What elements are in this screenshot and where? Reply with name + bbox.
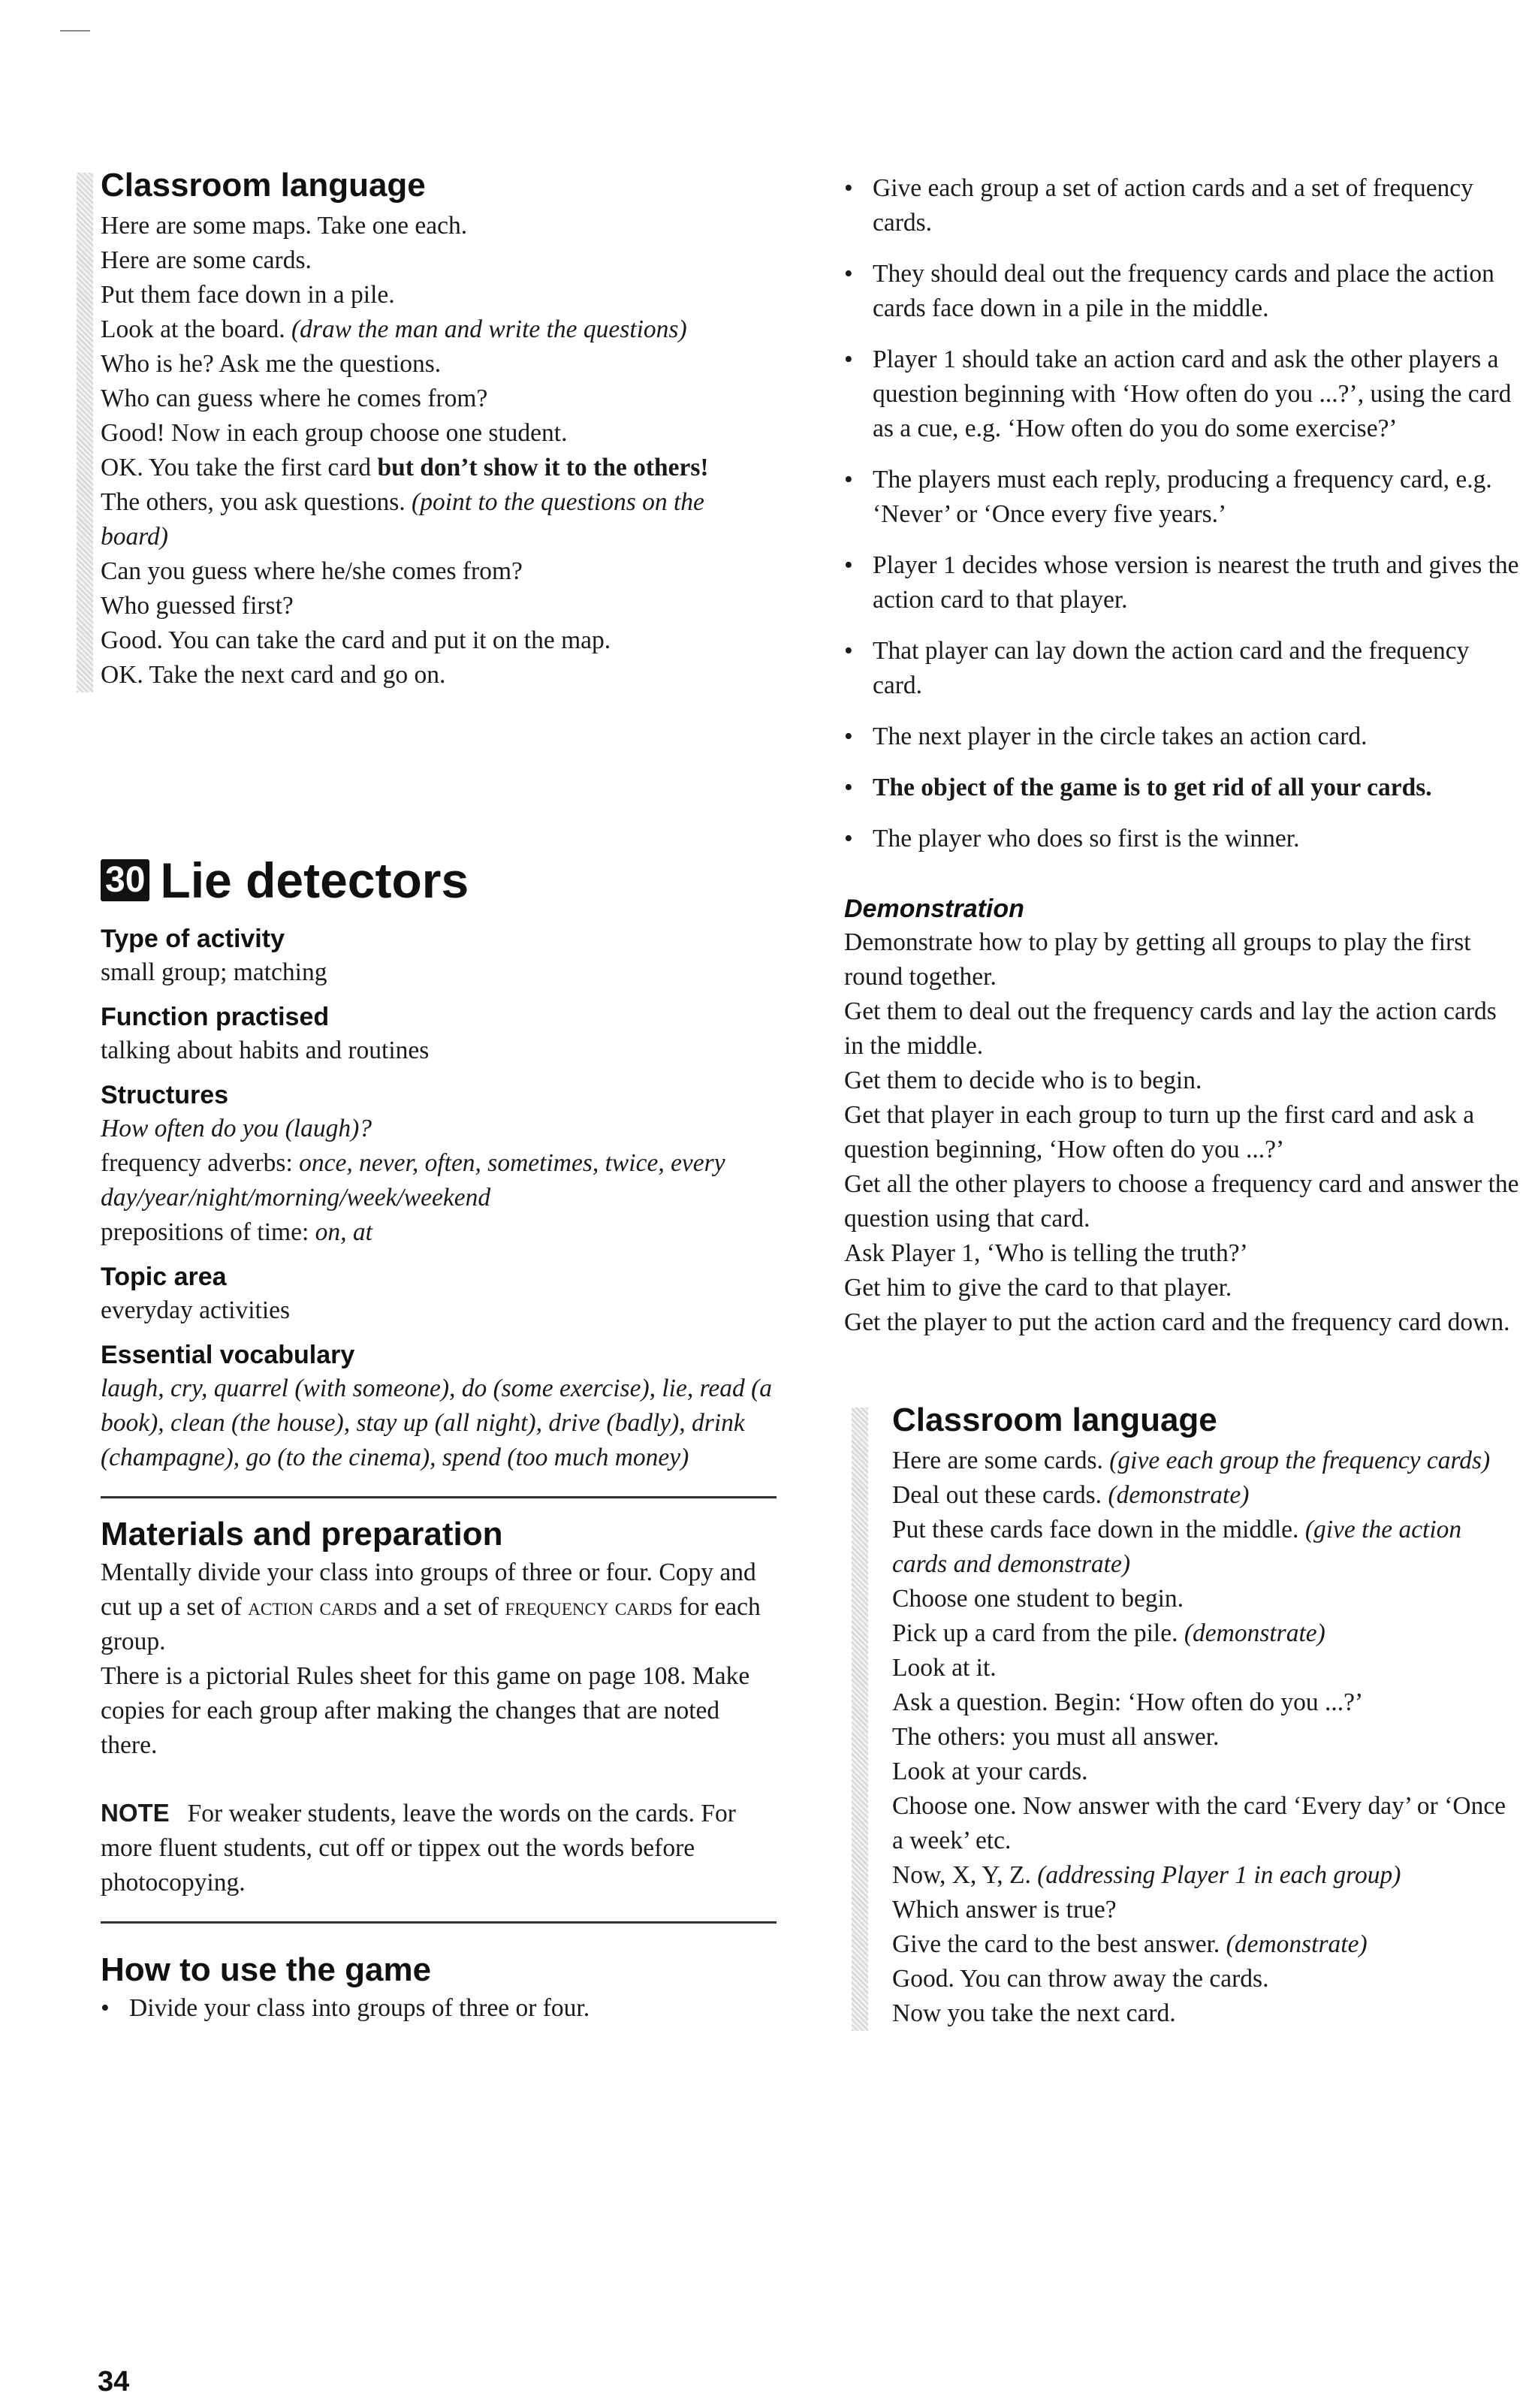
italic-direction: (demonstrate)	[1108, 1481, 1250, 1509]
text-line	[892, 1789, 1520, 1858]
how-to-use-heading: How to use the game	[101, 1951, 432, 1988]
list-item	[844, 463, 1520, 532]
text-run: That player can lay down the action card and the frequency card.	[873, 637, 1470, 699]
text-line	[892, 1651, 1520, 1685]
demonstration-line: Get that player in each group to turn up the first card and ask a question beginning, ‘How often do you ...?’	[844, 1101, 1475, 1163]
demonstration-line: Get them to decide who is to begin.	[844, 1067, 1202, 1094]
text-run: Ask a question. Begin: ‘How often do you ...?’	[892, 1688, 1364, 1716]
demonstration-heading: Demonstration	[844, 895, 1024, 923]
spacer	[101, 693, 777, 850]
text-run: The player who does so first is the winner.	[873, 825, 1300, 852]
classroom-language-lines	[101, 209, 777, 693]
text-run: Player 1 should take an action card and ask the other players a question beginning with ‘How often do you ...?’, using the card as a cue, e.g. ‘How often do you do some exercise?’	[873, 346, 1512, 442]
essential-vocabulary-heading: Essential vocabulary	[101, 1341, 355, 1369]
text-line	[101, 243, 777, 278]
classroom-language-heading: Classroom language	[101, 167, 426, 204]
text-run: Choose one student to begin.	[892, 1585, 1184, 1613]
text-run: Who guessed first?	[101, 592, 294, 620]
classroom-language-lines	[892, 1444, 1520, 2031]
text-line	[892, 1996, 1520, 2031]
classroom-language-box-2	[844, 1400, 1520, 2031]
function-practised-text: talking about habits and routines	[101, 1037, 430, 1064]
text-line	[101, 278, 777, 312]
text-run: Look at it.	[892, 1654, 997, 1682]
text-line	[892, 1720, 1520, 1755]
demonstration-line: Demonstrate how to play by getting all groups to play the first round together.	[844, 928, 1471, 991]
materials-action-cards: action cards	[248, 1593, 378, 1621]
text-run: The others, you ask questions.	[101, 488, 412, 516]
list-item: • Divide your class into groups of three or four.	[101, 1991, 777, 2026]
text-run: Give each group a set of action cards and a set of frequency cards.	[873, 174, 1473, 237]
text-run: Pick up a card from the pile.	[892, 1619, 1184, 1647]
text-line	[101, 347, 777, 382]
text-line	[892, 1444, 1520, 1478]
text-line	[101, 209, 777, 243]
text-run: The next player in the circle takes an action card.	[873, 723, 1368, 750]
structures-line-3-plain: prepositions of time:	[101, 1218, 315, 1246]
page-number: 34	[98, 2366, 130, 2397]
text-run: The others: you must all answer.	[892, 1723, 1220, 1751]
note-paragraph	[101, 1796, 777, 1900]
activity-title	[101, 850, 777, 910]
text-run: Player 1 decides whose version is nearest the truth and gives the action card to that player.	[873, 551, 1519, 614]
text-line	[101, 658, 777, 693]
text-run: OK. You take the first card	[101, 454, 378, 481]
text-run: Now you take the next card.	[892, 1999, 1176, 2027]
structures-line-3-italic: on, at	[315, 1218, 372, 1246]
materials-text-a: Mentally divide your class into groups of three or four. Copy and cut up a set of	[101, 1559, 756, 1621]
shaded-margin-bar	[77, 173, 93, 693]
top-margin-mark	[60, 30, 90, 32]
text-line	[892, 1893, 1520, 1927]
text-run: Put these cards face down in the middle.	[892, 1516, 1305, 1543]
italic-direction: (addressing Player 1 in each group)	[1037, 1861, 1401, 1889]
text-run: Who is he? Ask me the questions.	[101, 350, 442, 378]
text-run: Now, X, Y, Z.	[892, 1861, 1038, 1889]
text-run: Here are some maps. Take one each.	[101, 212, 468, 240]
classroom-language-box-1	[101, 165, 777, 693]
text-run: Which answer is true?	[892, 1896, 1117, 1924]
list-item	[844, 771, 1520, 805]
text-run: Here are some cards.	[892, 1447, 1110, 1474]
demonstration-line: Get the player to put the action card and the frequency card down.	[844, 1308, 1510, 1336]
structures-text	[101, 1112, 777, 1250]
how-to-use-list	[101, 1991, 777, 2026]
text-line	[101, 485, 777, 554]
text-run: Good. You can take the card and put it on the map.	[101, 626, 611, 654]
list-item	[844, 171, 1520, 240]
italic-direction: (give the action cards and demonstrate)	[892, 1516, 1462, 1578]
text-line	[101, 416, 777, 451]
divider-rule	[101, 1496, 777, 1498]
classroom-language-heading: Classroom language	[892, 1402, 1217, 1438]
essential-vocabulary-text: laugh, cry, quarrel (with someone), do (some exercise), lie, read (a book), clean (the house), stay up (all night), drive (badly), drink (champagne), go (to the cinema), spend (too much money)	[101, 1374, 773, 1471]
text-line	[892, 1962, 1520, 1996]
list-item	[844, 822, 1520, 856]
bold-text: The object of the game is to get rid of all your cards.	[873, 774, 1432, 801]
materials-paragraph-2: There is a pictorial Rules sheet for this game on page 108. Make copies for each group after making the changes that are noted there.	[101, 1662, 750, 1759]
text-line	[892, 1582, 1520, 1616]
list-item	[844, 720, 1520, 754]
text-run: The players must each reply, producing a frequency card, e.g. ‘Never’ or ‘Once every five years.’	[873, 466, 1492, 528]
text-line	[101, 312, 777, 347]
text-run: Here are some cards.	[101, 246, 312, 274]
materials-text-c: for each group.	[101, 1593, 761, 1655]
text-line	[892, 1478, 1520, 1513]
text-run: Deal out these cards.	[892, 1481, 1108, 1509]
list-item	[844, 342, 1520, 446]
spacer	[844, 873, 1520, 892]
italic-direction: (point to the questions on the board)	[101, 488, 704, 551]
text-line	[892, 1927, 1520, 1962]
text-run: OK. Take the next card and go on.	[101, 661, 446, 689]
right-column	[844, 171, 1520, 2031]
structures-line-2-italic: once, never, often, sometimes, twice, every day/year/night/morning/week/weekend	[101, 1149, 725, 1212]
text-run: Choose one. Now answer with the card ‘Every day’ or ‘Once a week’ etc.	[892, 1792, 1506, 1854]
type-of-activity-text: small group; matching	[101, 958, 327, 986]
list-item	[844, 257, 1520, 326]
text-run: Can you guess where he/she comes from?	[101, 557, 523, 585]
materials-paragraph-1	[101, 1556, 777, 1659]
text-run: Look at the board.	[101, 315, 291, 343]
materials-frequency-cards: frequency cards	[505, 1593, 673, 1621]
spacer	[844, 1340, 1520, 1400]
topic-area-heading: Topic area	[101, 1263, 227, 1291]
text-line	[892, 1685, 1520, 1720]
demonstration-line: Get him to give the card to that player.	[844, 1274, 1232, 1302]
note-label: NOTE	[101, 1799, 170, 1827]
text-line	[101, 451, 777, 485]
text-line	[892, 1755, 1520, 1789]
text-line	[101, 382, 777, 416]
text-run: Who can guess where he comes from?	[101, 385, 488, 412]
type-of-activity-heading: Type of activity	[101, 925, 285, 953]
activity-title-text: Lie detectors	[160, 852, 469, 908]
activity-number-badge: 30	[101, 859, 149, 901]
demonstration-line: Get them to deal out the frequency cards and lay the action cards in the middle.	[844, 997, 1497, 1060]
text-line	[892, 1858, 1520, 1893]
text-line	[101, 589, 777, 623]
text-run: Good. You can throw away the cards.	[892, 1965, 1269, 1993]
text-line	[892, 1616, 1520, 1651]
italic-direction: (demonstrate)	[1184, 1619, 1325, 1647]
left-column	[101, 165, 777, 2042]
list-item	[844, 634, 1520, 703]
demonstration-line: Ask Player 1, ‘Who is telling the truth?’	[844, 1239, 1248, 1267]
text-line	[101, 623, 777, 658]
demonstration-lines	[844, 925, 1520, 1340]
bold-text: but don’t show it to the others!	[377, 454, 709, 481]
shaded-margin-bar	[852, 1408, 868, 2031]
italic-direction: (give each group the frequency cards)	[1109, 1447, 1491, 1474]
rules-bullet-list	[844, 171, 1520, 856]
text-line	[892, 1513, 1520, 1582]
function-practised-heading: Function practised	[101, 1003, 330, 1031]
divider-rule	[101, 1921, 777, 1924]
text-run: Look at your cards.	[892, 1758, 1088, 1785]
text-line	[101, 554, 777, 589]
list-item	[844, 548, 1520, 617]
materials-text-b: and a set of	[377, 1593, 505, 1621]
italic-direction: (draw the man and write the questions)	[291, 315, 687, 343]
italic-direction: (demonstrate)	[1226, 1930, 1368, 1958]
text-run: Put them face down in a pile.	[101, 281, 395, 309]
structures-heading: Structures	[101, 1081, 229, 1109]
text-run: Give the card to the best answer.	[892, 1930, 1226, 1958]
demonstration-line: Get all the other players to choose a frequency card and answer the question using that card.	[844, 1170, 1519, 1233]
structures-line-1: How often do you (laugh)?	[101, 1115, 372, 1142]
topic-area-text: everyday activities	[101, 1296, 291, 1324]
materials-heading: Materials and preparation	[101, 1516, 503, 1553]
structures-line-2-plain: frequency adverbs:	[101, 1149, 300, 1177]
text-run: Good! Now in each group choose one student.	[101, 419, 568, 447]
note-text: For weaker students, leave the words on the cards. For more fluent students, cut off or tippex out the words before photocopying.	[101, 1800, 736, 1897]
text-run: They should deal out the frequency cards and place the action cards face down in a pile in the middle.	[873, 260, 1494, 322]
